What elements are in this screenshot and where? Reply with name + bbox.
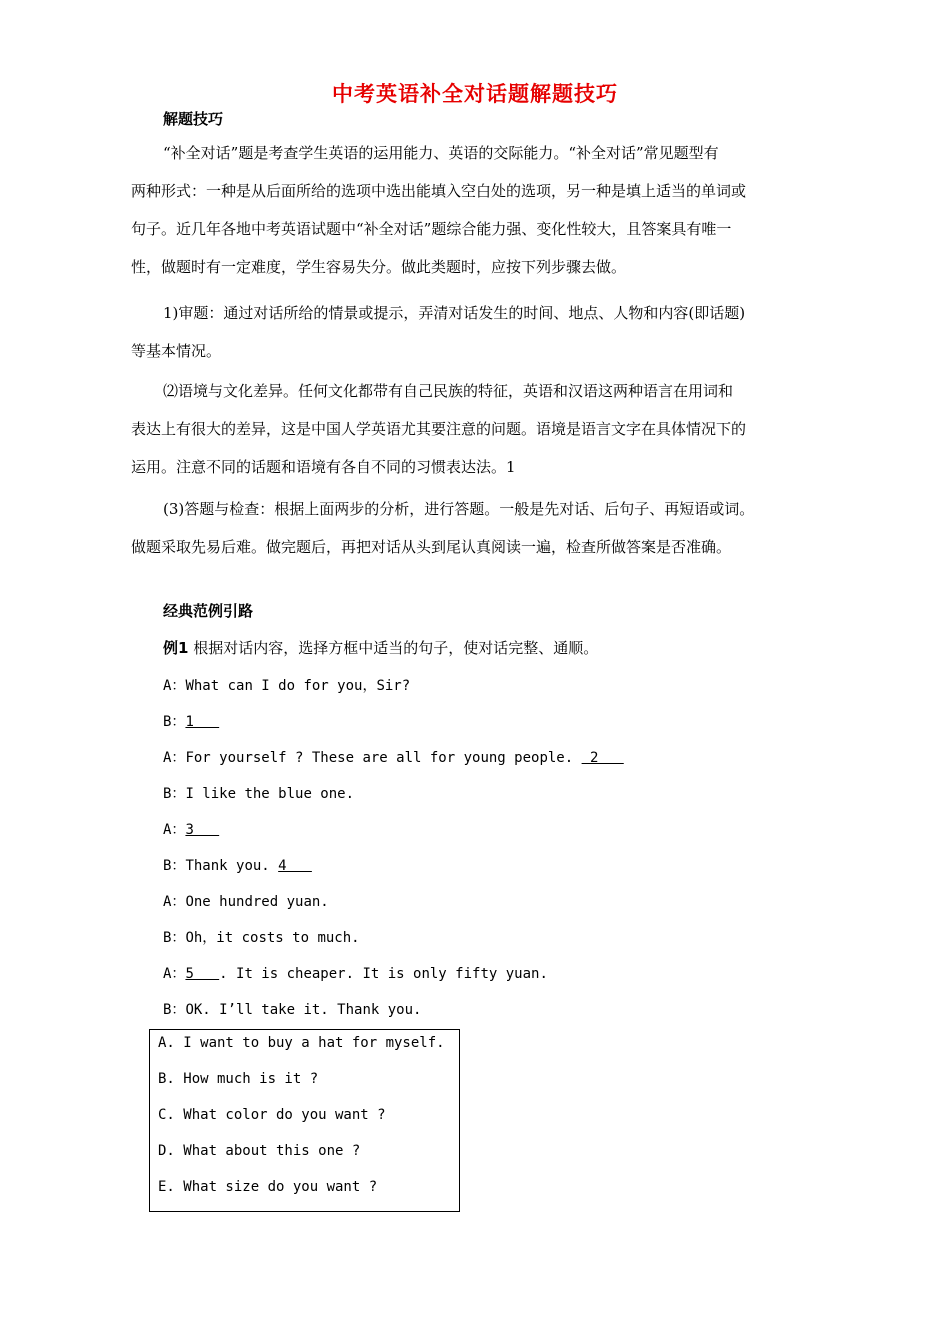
step3-line: (3)答题与检查：根据上面两步的分析，进行答题。一般是先对话、后句子、再短语或词。 [163, 500, 755, 518]
example-instruction [163, 637, 868, 658]
step1-line: 等基本情况。 [131, 342, 222, 360]
answer-blank[interactable]: 2 [581, 750, 624, 766]
dialogue-line: A：For yourself ? These are all for young people. 2 [163, 750, 624, 766]
dialogue-line: A：3 [163, 822, 220, 838]
intro-line: 性，做题时有一定难度，学生容易失分。做此类题时，应按下列步骤去做。 [131, 258, 627, 276]
dialogue-line: A：What can I do for you，Sir? [163, 678, 411, 694]
intro-paragraph [131, 134, 831, 286]
dialogue-line: B：Thank you. 4 [163, 858, 312, 874]
answer-blank[interactable]: 3 [185, 822, 220, 838]
answer-blank[interactable]: 5 [185, 966, 220, 982]
answer-blank[interactable]: 1 [185, 714, 220, 730]
section-heading-tips: 解题技巧 [163, 110, 224, 128]
dialogue-line: A：One hundred yuan. [163, 894, 329, 910]
step2-paragraph [131, 372, 831, 486]
options-box [149, 1029, 460, 1212]
option-c: C. What color do you want ? [158, 1107, 386, 1123]
dialogue-line: B：1 [163, 714, 220, 730]
option-d: D. What about this one ? [158, 1143, 361, 1159]
step3-line: 做题采取先易后难。做完题后，再把对话从头到尾认真阅读一遍，检查所做答案是否准确。 [131, 538, 732, 556]
intro-line: 句子。近几年各地中考英语试题中“补全对话”题综合能力强、变化性较大，且答案具有唯一 [131, 220, 732, 238]
answer-blank[interactable]: 4 [278, 858, 312, 874]
step2-line: ⑵语境与文化差异。任何文化都带有自己民族的特征，英语和汉语这两种语言在用词和 [163, 382, 734, 400]
dialogue-line: B：OK. I’ll take it. Thank you. [163, 1002, 422, 1018]
dialogue-line: A：5 . It is cheaper. It is only fifty yuan. [163, 966, 548, 982]
step1-line: 1)审题：通过对话所给的情景或提示，弄清对话发生的时间、地点、人物和内容(即话题) [163, 304, 746, 322]
step1-paragraph [131, 294, 831, 370]
step2-line: 运用。注意不同的话题和语境有各自不同的习惯表达法。1 [131, 458, 516, 476]
option-a: A. I want to buy a hat for myself. [158, 1035, 445, 1051]
dialogue-line: B：I like the blue one. [163, 786, 355, 802]
page-title: 中考英语补全对话题解题技巧 [332, 82, 618, 106]
intro-line: 两种形式：一种是从后面所给的选项中选出能填入空白处的选项，另一种是填上适当的单词或 [131, 182, 747, 200]
intro-line: “补全对话”题是考查学生英语的运用能力、英语的交际能力。“补全对话”常见题型有 [163, 144, 719, 162]
step3-paragraph [131, 490, 831, 566]
option-b: B. How much is it ? [158, 1071, 319, 1087]
example-label: 例1 [163, 639, 189, 657]
section-heading-examples: 经典范例引路 [163, 602, 254, 620]
dialogue-line: B：Oh，it costs to much. [163, 930, 360, 946]
option-e: E. What size do you want ? [158, 1179, 378, 1195]
example-instruction-text: 根据对话内容，选择方框中适当的句子，使对话完整、通顺。 [193, 639, 599, 657]
step2-line: 表达上有很大的差异，这是中国人学英语尤其要注意的问题。语境是语言文字在具体情况下的 [131, 420, 747, 438]
